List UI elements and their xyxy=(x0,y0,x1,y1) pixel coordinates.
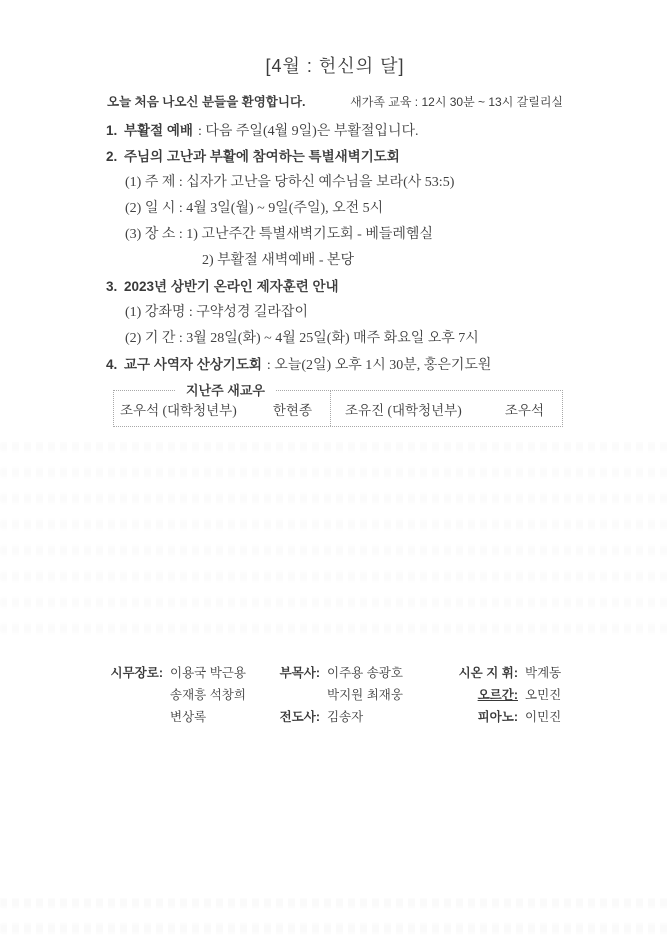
newcomer-class-info: 새가족 교육 : 12시 30분 ~ 13시 갈릴리실 xyxy=(350,95,563,109)
newcomer-name-with-dept: 조우석 (대학청년부) xyxy=(120,402,237,418)
staff-role-label: 시온 지 휘: xyxy=(458,666,518,680)
staff-names: 이민진 xyxy=(525,710,562,724)
item-number: 2. xyxy=(106,149,118,164)
staff-column-pastors xyxy=(268,662,403,728)
staff-role-label: 전도사: xyxy=(279,710,320,724)
staff-names: 변상록 xyxy=(170,710,207,724)
item-body: : 오늘(2일) 오후 1시 30분, 홍은기도원 xyxy=(266,358,492,373)
announcement-item-1 xyxy=(106,118,581,144)
staff-names: 박지원 최재웅 xyxy=(327,688,403,702)
staff-role-label: 오르간: xyxy=(477,688,518,702)
item-heading: 교구 사역자 산상기도회 xyxy=(124,357,262,372)
announcement-item-2 xyxy=(106,144,581,170)
item-number: 1. xyxy=(106,123,118,138)
item-heading: 2023년 상반기 온라인 제자훈련 안내 xyxy=(124,279,339,294)
announcement-subitem: (2) 일 시 : 4월 3일(월) ~ 9일(주일), 오전 5시 xyxy=(125,201,384,216)
staff-names: 오민진 xyxy=(525,688,562,702)
staff-role-label-empty xyxy=(268,684,320,706)
staff-role-label: 부목사: xyxy=(279,666,320,680)
announcement-subitem: (1) 강좌명 : 구약성경 길라잡이 xyxy=(125,305,308,320)
newcomers-box xyxy=(113,383,563,427)
staff-role-label: 시무장로: xyxy=(110,666,163,680)
staff-names: 박계동 xyxy=(525,666,562,680)
announcement-list xyxy=(106,118,581,378)
staff-names: 김송자 xyxy=(327,710,364,724)
staff-column-elders xyxy=(105,662,246,728)
newcomer-name-with-dept: 조유진 (대학청년부) xyxy=(345,402,462,418)
announcement-item-3 xyxy=(106,274,581,300)
reverse-side-bleedthrough xyxy=(0,442,670,642)
welcome-row xyxy=(107,92,563,110)
newcomers-box-legend: 지난주 새교우 xyxy=(176,381,275,401)
staff-names: 이주용 송광호 xyxy=(327,666,403,680)
reverse-side-bleedthrough xyxy=(0,898,670,946)
staff-names: 송재흥 석창희 xyxy=(170,688,246,702)
announcement-subitem: (3) 장 소 : 1) 고난주간 특별새벽기도회 - 베들레헴실 xyxy=(125,227,433,242)
page-title: [4월 : 헌신의 달] xyxy=(265,56,405,76)
item-heading: 주님의 고난과 부활에 참여하는 특별새벽기도회 xyxy=(124,149,400,164)
welcome-text: 오늘 처음 나오신 분들을 환영합니다. xyxy=(107,95,306,109)
announcement-subitem: (1) 주 제 : 십자가 고난을 당하신 예수님을 보라(사 53:5) xyxy=(125,175,455,190)
newcomer-name: 조우석 xyxy=(504,402,544,418)
announcement-item-4 xyxy=(106,352,581,378)
staff-names: 이용국 박근용 xyxy=(170,666,246,680)
announcement-subitem: (2) 기 간 : 3월 28일(화) ~ 4월 25일(화) 매주 화요일 오후 7시 xyxy=(125,331,479,346)
item-number: 3. xyxy=(106,279,118,294)
newcomer-name: 한현종 xyxy=(272,402,312,418)
staff-role-label-empty xyxy=(105,706,163,728)
staff-role-label: 피아노: xyxy=(477,710,518,724)
item-number: 4. xyxy=(106,357,118,372)
staff-footer xyxy=(105,662,565,732)
newcomers-cell-right xyxy=(331,391,562,426)
announcement-subitem-continuation: 2) 부활절 새벽예배 - 본당 xyxy=(202,253,355,268)
item-heading: 부활절 예배 xyxy=(124,123,193,138)
staff-column-music xyxy=(432,662,561,728)
item-body: : 다음 주일(4월 9일)은 부활절입니다. xyxy=(197,124,419,139)
staff-role-label-empty xyxy=(105,684,163,706)
